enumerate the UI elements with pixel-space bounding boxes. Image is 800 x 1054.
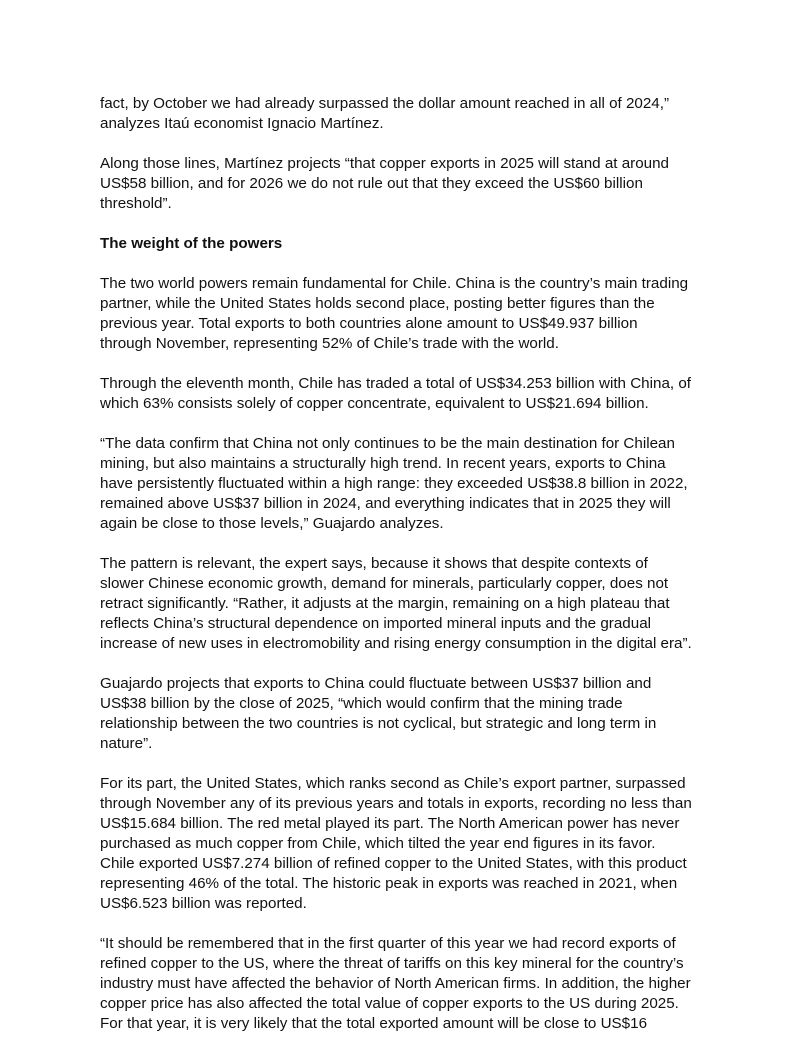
text-line: Through the eleventh month, Chile has traded a total of US$34.253 billion with China, of [100, 375, 691, 392]
text-line: have persistently fluctuated within a high range: they exceeded US$38.8 billion in 2022, [100, 475, 688, 492]
text-line: increase of new uses in electromobility and rising energy consumption in the digital era”. [100, 635, 692, 652]
text-line: through November any of its previous years and totals in exports, recording no less than [100, 795, 692, 812]
text-line: which 63% consists solely of copper concentrate, equivalent to US$21.694 billion. [100, 395, 649, 412]
text-line: mining, but also maintains a structurally high trend. In recent years, exports to China [100, 455, 666, 472]
heading-text: The weight of the powers [100, 235, 283, 252]
text-line: partner, while the United States holds second place, posting better figures than the [100, 295, 655, 312]
text-line: purchased as much copper from Chile, which tilted the year end figures in its favor. [100, 835, 656, 852]
text-line: again be close to those levels,” Guajardo analyzes. [100, 515, 444, 532]
text-line: “It should be remembered that in the first quarter of this year we had record exports of [100, 935, 676, 952]
text-line: refined copper to the US, where the threat of tariffs on this key mineral for the country’s [100, 955, 684, 972]
text-line: fact, by October we had already surpassed the dollar amount reached in all of 2024,” [100, 95, 670, 112]
text-line: analyzes Itaú economist Ignacio Martínez. [100, 115, 384, 132]
text-line: through November, representing 52% of Chile’s trade with the world. [100, 335, 559, 352]
paragraph [100, 554, 710, 654]
paragraph [100, 274, 710, 354]
text-line: relationship between the two countries is not cyclical, but strategic and long term in [100, 715, 657, 732]
text-line: Along those lines, Martínez projects “that copper exports in 2025 will stand at around [100, 155, 670, 172]
text-line: US$6.523 billion was reported. [100, 895, 307, 912]
text-line: Guajardo projects that exports to China could fluctuate between US$37 billion and [100, 675, 652, 692]
paragraph [100, 434, 710, 534]
text-line: slower Chinese economic growth, demand for minerals, particularly copper, does not [100, 575, 669, 592]
paragraph [100, 374, 710, 414]
document-page [100, 94, 710, 1054]
text-line: threshold”. [100, 195, 172, 212]
text-line: US$58 billion, and for 2026 we do not rule out that they exceed the US$60 billion [100, 175, 643, 192]
text-line: Chile exported US$7.274 billion of refined copper to the United States, with this product [100, 855, 687, 872]
paragraph [100, 934, 710, 1034]
text-line: For its part, the United States, which ranks second as Chile’s export partner, surpassed [100, 775, 686, 792]
text-line: previous year. Total exports to both countries alone amount to US$49.937 billion [100, 315, 638, 332]
text-line: representing 46% of the total. The historic peak in exports was reached in 2021, when [100, 875, 678, 892]
text-line: “The data confirm that China not only continues to be the main destination for Chilean [100, 435, 675, 452]
text-line: US$38 billion by the close of 2025, “which would confirm that the mining trade [100, 695, 623, 712]
text-line: For that year, it is very likely that the total exported amount will be close to US$16 [100, 1015, 648, 1032]
section-heading [100, 234, 710, 254]
text-line: copper price has also affected the total value of copper exports to the US during 2025. [100, 995, 679, 1012]
paragraph [100, 94, 710, 134]
text-line: reflects China’s structural dependence on imported mineral inputs and the gradual [100, 615, 652, 632]
paragraph [100, 154, 710, 214]
text-line: remained above US$37 billion in 2024, and everything indicates that in 2025 they will [100, 495, 671, 512]
text-line: The pattern is relevant, the expert says, because it shows that despite contexts of [100, 555, 648, 572]
text-line: nature”. [100, 735, 153, 752]
paragraph [100, 774, 710, 914]
text-line: retract significantly. “Rather, it adjusts at the margin, remaining on a high plateau that [100, 595, 670, 612]
paragraph [100, 674, 710, 754]
text-line: industry must have affected the behavior of North American firms. In addition, the higher [100, 975, 691, 992]
text-line: The two world powers remain fundamental for Chile. China is the country’s main trading [100, 275, 689, 292]
text-line: US$15.684 billion. The red metal played its part. The North American power has never [100, 815, 680, 832]
